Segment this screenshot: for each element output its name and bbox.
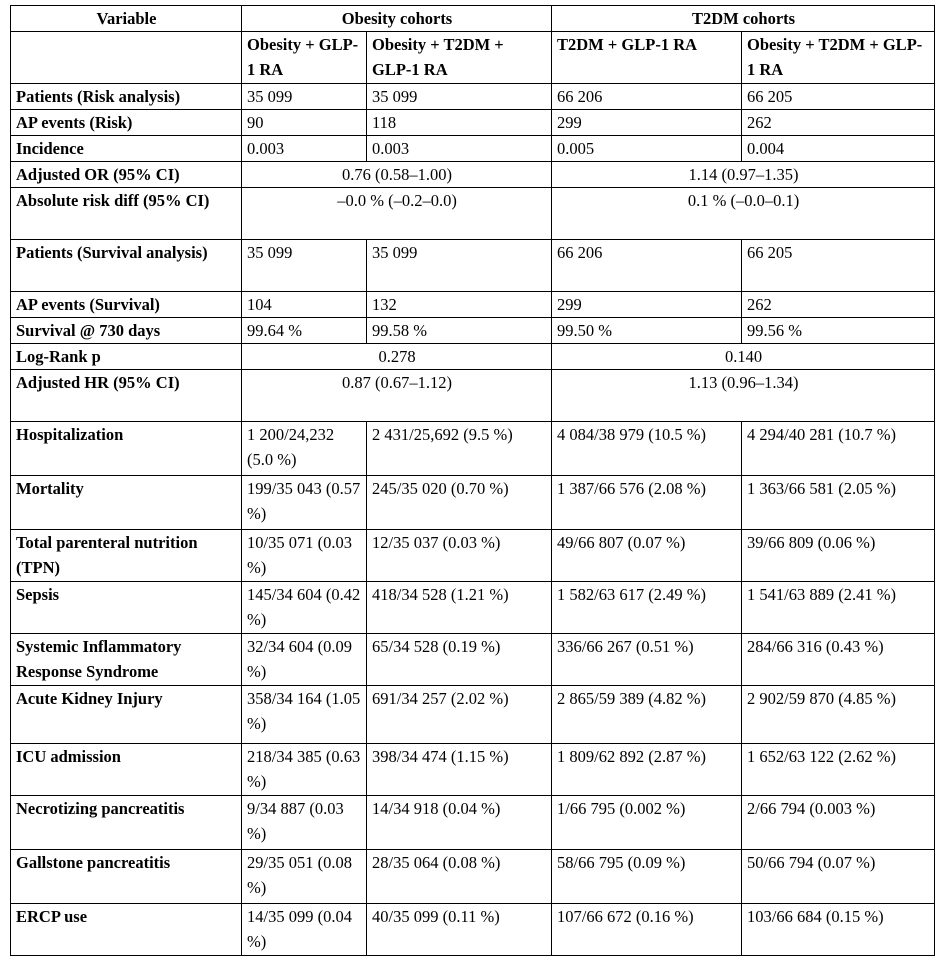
cell: 107/66 672 (0.16 %) <box>552 904 742 956</box>
cell: 40/35 099 (0.11 %) <box>367 904 552 956</box>
row-label: Absolute risk diff (95% CI) <box>11 188 242 240</box>
row-label: Total parenteral nutrition (TPN) <box>11 530 242 582</box>
cell: 4 294/40 281 (10.7 %) <box>742 422 935 476</box>
cell: 1 582/63 617 (2.49 %) <box>552 582 742 634</box>
table-row <box>11 136 935 162</box>
subheader-obesity-glp1: Obesity + GLP-1 RA <box>242 32 367 84</box>
cell: 118 <box>367 110 552 136</box>
row-label: Mortality <box>11 476 242 530</box>
cell: 0.005 <box>552 136 742 162</box>
cell: 65/34 528 (0.19 %) <box>367 634 552 686</box>
cell: 50/66 794 (0.07 %) <box>742 850 935 904</box>
table-row <box>11 188 935 240</box>
cell: 66 206 <box>552 240 742 292</box>
cell: 2/66 794 (0.003 %) <box>742 796 935 850</box>
cell: 145/34 604 (0.42 %) <box>242 582 367 634</box>
cell: 299 <box>552 110 742 136</box>
row-label: Log-Rank p <box>11 344 242 370</box>
cell: 1 541/63 889 (2.41 %) <box>742 582 935 634</box>
row-label: Acute Kidney Injury <box>11 686 242 744</box>
cell: 262 <box>742 292 935 318</box>
cell: 2 865/59 389 (4.82 %) <box>552 686 742 744</box>
cell: 10/35 071 (0.03 %) <box>242 530 367 582</box>
subheader-t2dm-glp1: T2DM + GLP-1 RA <box>552 32 742 84</box>
table-row <box>11 850 935 904</box>
table-row <box>11 344 935 370</box>
cell: 99.56 % <box>742 318 935 344</box>
row-label: ERCP use <box>11 904 242 956</box>
header-row-subgroups <box>11 32 935 84</box>
t2dm-cohorts-header: T2DM cohorts <box>552 6 935 32</box>
row-label: Systemic Inflammatory Response Syndrome <box>11 634 242 686</box>
row-label: Survival @ 730 days <box>11 318 242 344</box>
cell-merged: 1.13 (0.96–1.34) <box>552 370 935 422</box>
row-label: Necrotizing pancreatitis <box>11 796 242 850</box>
cell: 66 205 <box>742 84 935 110</box>
row-label: Adjusted OR (95% CI) <box>11 162 242 188</box>
results-table <box>10 5 935 956</box>
row-label: ICU admission <box>11 744 242 796</box>
cell: 9/34 887 (0.03 %) <box>242 796 367 850</box>
header-row-groups <box>11 6 935 32</box>
cell: 1 809/62 892 (2.87 %) <box>552 744 742 796</box>
row-label: Incidence <box>11 136 242 162</box>
table-row <box>11 110 935 136</box>
cell-merged: –0.0 % (–0.2–0.0) <box>242 188 552 240</box>
cell: 99.64 % <box>242 318 367 344</box>
table-row <box>11 162 935 188</box>
cell: 218/34 385 (0.63 %) <box>242 744 367 796</box>
cell-merged: 1.14 (0.97–1.35) <box>552 162 935 188</box>
cell: 299 <box>552 292 742 318</box>
cell: 1 200/24,232 (5.0 %) <box>242 422 367 476</box>
cell: 39/66 809 (0.06 %) <box>742 530 935 582</box>
cell: 0.003 <box>242 136 367 162</box>
subheader-empty <box>11 32 242 84</box>
table-row <box>11 904 935 956</box>
table-row <box>11 292 935 318</box>
row-label: Sepsis <box>11 582 242 634</box>
cell: 284/66 316 (0.43 %) <box>742 634 935 686</box>
cell: 35 099 <box>242 240 367 292</box>
table-row <box>11 370 935 422</box>
cell: 35 099 <box>367 84 552 110</box>
cell: 132 <box>367 292 552 318</box>
table-row <box>11 318 935 344</box>
cell: 58/66 795 (0.09 %) <box>552 850 742 904</box>
cell: 103/66 684 (0.15 %) <box>742 904 935 956</box>
table-row <box>11 686 935 744</box>
cell: 12/35 037 (0.03 %) <box>367 530 552 582</box>
table-row <box>11 634 935 686</box>
cell: 199/35 043 (0.57 %) <box>242 476 367 530</box>
variable-header: Variable <box>11 6 242 32</box>
table-row <box>11 422 935 476</box>
table-row <box>11 530 935 582</box>
cell: 104 <box>242 292 367 318</box>
cell-merged: 0.1 % (–0.0–0.1) <box>552 188 935 240</box>
cell: 262 <box>742 110 935 136</box>
row-label: AP events (Survival) <box>11 292 242 318</box>
cell: 2 902/59 870 (4.85 %) <box>742 686 935 744</box>
table-row <box>11 476 935 530</box>
cell: 35 099 <box>367 240 552 292</box>
cell-merged: 0.87 (0.67–1.12) <box>242 370 552 422</box>
cell: 66 206 <box>552 84 742 110</box>
cell-merged: 0.140 <box>552 344 935 370</box>
table-row <box>11 84 935 110</box>
cell: 14/34 918 (0.04 %) <box>367 796 552 850</box>
row-label: Hospitalization <box>11 422 242 476</box>
cell: 35 099 <box>242 84 367 110</box>
obesity-cohorts-header: Obesity cohorts <box>242 6 552 32</box>
cell: 99.58 % <box>367 318 552 344</box>
cell: 1 387/66 576 (2.08 %) <box>552 476 742 530</box>
table-row <box>11 796 935 850</box>
cell: 1 652/63 122 (2.62 %) <box>742 744 935 796</box>
subheader-t2dm-obesity-t2dm-glp1: Obesity + T2DM + GLP-1 RA <box>742 32 935 84</box>
cell: 99.50 % <box>552 318 742 344</box>
subheader-obesity-t2dm-glp1: Obesity + T2DM + GLP-1 RA <box>367 32 552 84</box>
row-label: Gallstone pancreatitis <box>11 850 242 904</box>
cell: 32/34 604 (0.09 %) <box>242 634 367 686</box>
cell: 2 431/25,692 (9.5 %) <box>367 422 552 476</box>
row-label: Adjusted HR (95% CI) <box>11 370 242 422</box>
table-row <box>11 744 935 796</box>
cell: 336/66 267 (0.51 %) <box>552 634 742 686</box>
table-row <box>11 582 935 634</box>
cell-merged: 0.76 (0.58–1.00) <box>242 162 552 188</box>
table-container <box>10 5 935 956</box>
cell: 90 <box>242 110 367 136</box>
cell: 418/34 528 (1.21 %) <box>367 582 552 634</box>
cell: 28/35 064 (0.08 %) <box>367 850 552 904</box>
cell: 14/35 099 (0.04 %) <box>242 904 367 956</box>
cell: 245/35 020 (0.70 %) <box>367 476 552 530</box>
cell: 49/66 807 (0.07 %) <box>552 530 742 582</box>
row-label: Patients (Survival analysis) <box>11 240 242 292</box>
cell: 1 363/66 581 (2.05 %) <box>742 476 935 530</box>
table-row <box>11 240 935 292</box>
cell: 398/34 474 (1.15 %) <box>367 744 552 796</box>
cell: 0.003 <box>367 136 552 162</box>
cell: 1/66 795 (0.002 %) <box>552 796 742 850</box>
cell: 0.004 <box>742 136 935 162</box>
cell: 66 205 <box>742 240 935 292</box>
cell: 29/35 051 (0.08 %) <box>242 850 367 904</box>
cell-merged: 0.278 <box>242 344 552 370</box>
cell: 358/34 164 (1.05 %) <box>242 686 367 744</box>
row-label: Patients (Risk analysis) <box>11 84 242 110</box>
cell: 691/34 257 (2.02 %) <box>367 686 552 744</box>
row-label: AP events (Risk) <box>11 110 242 136</box>
cell: 4 084/38 979 (10.5 %) <box>552 422 742 476</box>
